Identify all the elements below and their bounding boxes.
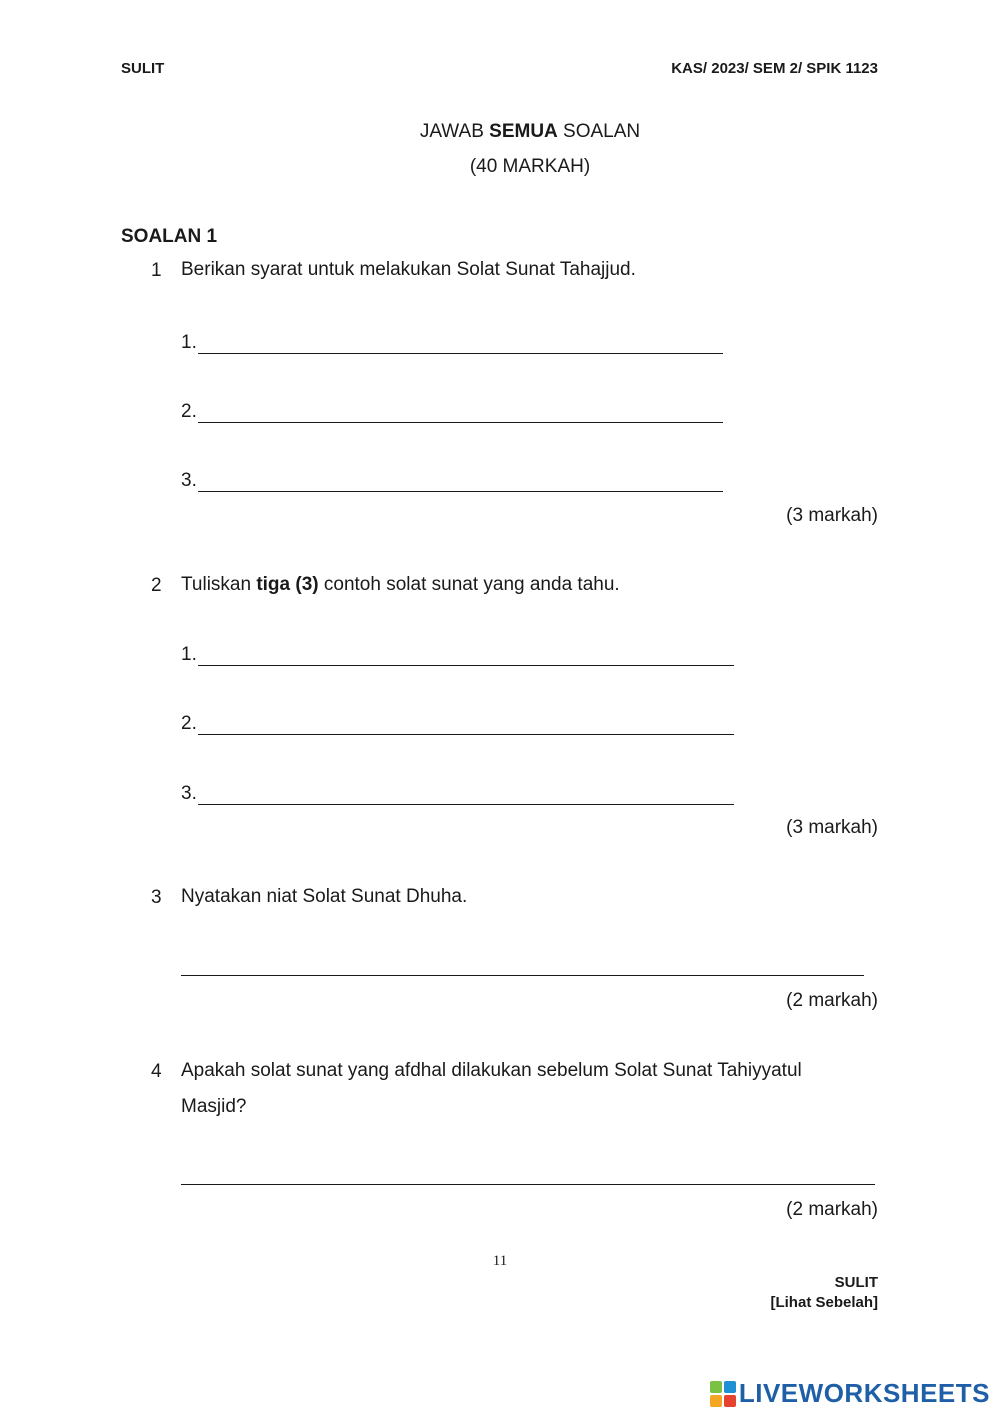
q1-answer-3-line[interactable]: [198, 473, 723, 492]
question-3-text: Nyatakan niat Solat Sunat Dhuha.: [181, 886, 468, 907]
q1-answer-3-label: 3.: [181, 470, 197, 491]
question-2-marks: (3 markah): [786, 817, 878, 838]
q1-answer-2-line[interactable]: [198, 404, 723, 423]
q2-answer-3[interactable]: [181, 783, 734, 805]
q2-answer-2-label: 2.: [181, 713, 197, 734]
q3-answer-line[interactable]: [181, 975, 864, 976]
instruction-suffix: SOALAN: [557, 121, 641, 142]
section-title: SOALAN 1: [121, 226, 218, 247]
q1-answer-2-label: 2.: [181, 401, 197, 422]
logo-tile-3: [710, 1395, 722, 1407]
header-left: SULIT: [121, 60, 165, 77]
question-3-number: 3: [151, 887, 162, 908]
total-marks: (40 MARKAH): [469, 156, 591, 177]
question-1-text: Berikan syarat untuk melakukan Solat Sunat Tahajjud.: [181, 259, 636, 280]
q2-answer-2-line[interactable]: [198, 716, 734, 735]
question-1-number: 1: [151, 260, 162, 281]
q2-answer-2[interactable]: [181, 713, 734, 735]
q4-answer-line[interactable]: [181, 1184, 875, 1185]
q2-answer-1-line[interactable]: [198, 647, 734, 666]
instruction: [0, 121, 1000, 143]
question-2-text-bold: tiga (3): [256, 574, 319, 595]
question-1-marks: (3 markah): [786, 505, 878, 526]
instruction-prefix: JAWAB: [419, 121, 490, 142]
question-2-text-prefix: Tuliskan: [181, 574, 257, 595]
question-2-text: [181, 567, 620, 603]
q1-answer-2[interactable]: [181, 401, 723, 423]
logo-tile-2: [724, 1381, 736, 1393]
question-4-number: 4: [151, 1061, 162, 1082]
question-3-marks: (2 markah): [786, 990, 878, 1011]
q2-answer-1[interactable]: [181, 644, 734, 666]
question-4-text-line2: Masjid?: [181, 1096, 247, 1117]
question-4-text-line1: Apakah solat sunat yang afdhal dilakukan sebelum Solat Sunat Tahiyyatul: [181, 1060, 802, 1081]
q1-answer-1[interactable]: [181, 332, 723, 354]
footer-sulit: SULIT: [834, 1274, 878, 1291]
liveworksheets-logo: [710, 1378, 990, 1409]
q1-answer-1-label: 1.: [181, 332, 197, 353]
liveworksheets-logo-icon: [710, 1381, 736, 1407]
question-2-text-suffix: contoh solat sunat yang anda tahu.: [318, 574, 620, 595]
header-right: KAS/ 2023/ SEM 2/ SPIK 1123: [671, 60, 878, 77]
q2-answer-3-line[interactable]: [198, 786, 734, 805]
q2-answer-3-label: 3.: [181, 783, 197, 804]
q1-answer-3[interactable]: [181, 470, 723, 492]
liveworksheets-logo-text: LIVEWORKSHEETS: [738, 1378, 990, 1408]
logo-tile-1: [710, 1381, 722, 1393]
logo-tile-4: [724, 1395, 736, 1407]
question-4-marks: (2 markah): [786, 1199, 878, 1220]
q2-answer-1-label: 1.: [181, 644, 197, 665]
footer-lihat-sebelah: [Lihat Sebelah]: [770, 1294, 878, 1311]
q1-answer-1-line[interactable]: [198, 335, 723, 354]
question-2-number: 2: [151, 575, 162, 596]
page-number: 11: [492, 1253, 508, 1269]
instruction-bold: SEMUA: [489, 121, 558, 142]
